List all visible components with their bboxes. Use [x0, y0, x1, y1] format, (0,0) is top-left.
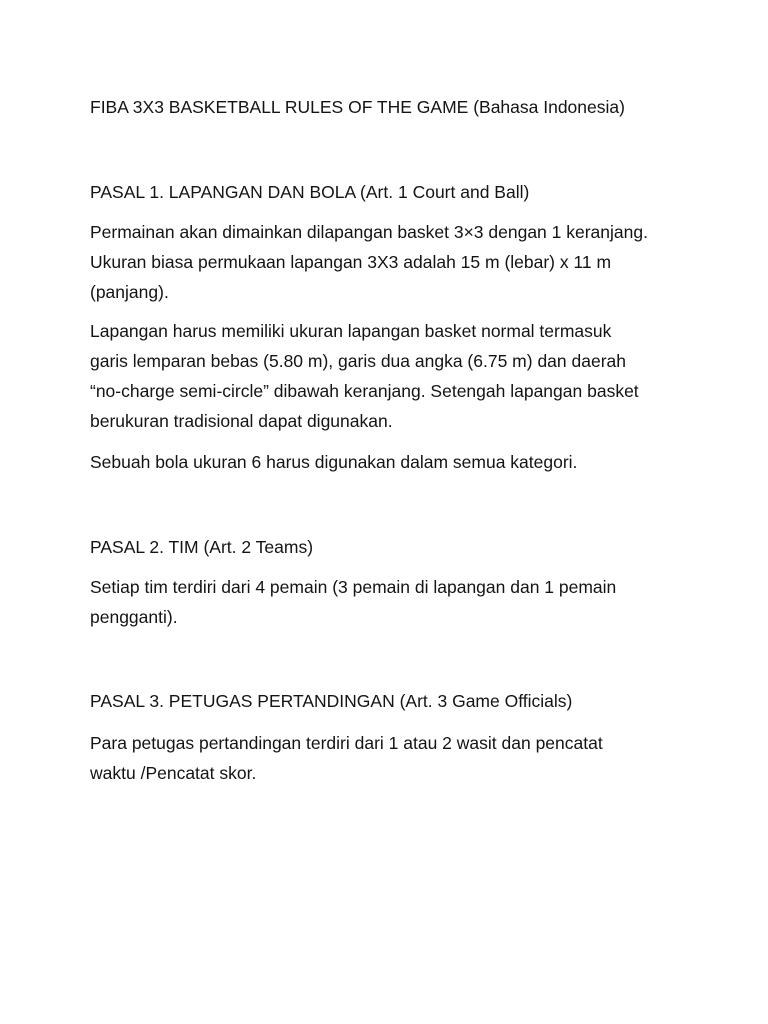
paragraph-line: Sebuah bola ukuran 6 harus digunakan dalam semua kategori.: [90, 452, 578, 472]
section-heading-1: PASAL 1. LAPANGAN DAN BOLA (Art. 1 Court and Ball): [90, 182, 530, 202]
paragraph-line: Lapangan harus memiliki ukuran lapangan basket normal termasuk: [90, 321, 612, 341]
paragraph-line: Ukuran biasa permukaan lapangan 3X3 adalah 15 m (lebar) x 11 m: [90, 252, 612, 272]
paragraph-1-2: [90, 316, 690, 436]
section-heading-2: PASAL 2. TIM (Art. 2 Teams): [90, 537, 314, 557]
paragraph-line: garis lemparan bebas (5.80 m), garis dua angka (6.75 m) dan daerah: [90, 351, 626, 371]
paragraph-2-1: [90, 572, 690, 632]
paragraph-1-3: [90, 447, 690, 477]
paragraph-3-1: [90, 728, 690, 788]
paragraph-line: berukuran tradisional dapat digunakan.: [90, 411, 393, 431]
paragraph-line: (panjang).: [90, 282, 169, 302]
paragraph-line: Para petugas pertandingan terdiri dari 1 atau 2 wasit dan pencatat: [90, 733, 603, 753]
paragraph-line: waktu /Pencatat skor.: [90, 763, 257, 783]
paragraph-1-1: [90, 217, 690, 307]
document-title: FIBA 3X3 BASKETBALL RULES OF THE GAME (Bahasa Indonesia): [90, 97, 625, 117]
paragraph-line: Setiap tim terdiri dari 4 pemain (3 pemain di lapangan dan 1 pemain: [90, 577, 617, 597]
section-heading-3: PASAL 3. PETUGAS PERTANDINGAN (Art. 3 Game Officials): [90, 691, 573, 711]
paragraph-line: “no-charge semi-circle” dibawah keranjang. Setengah lapangan basket: [90, 381, 639, 401]
paragraph-line: Permainan akan dimainkan dilapangan basket 3×3 dengan 1 keranjang.: [90, 222, 648, 242]
paragraph-line: pengganti).: [90, 607, 178, 627]
